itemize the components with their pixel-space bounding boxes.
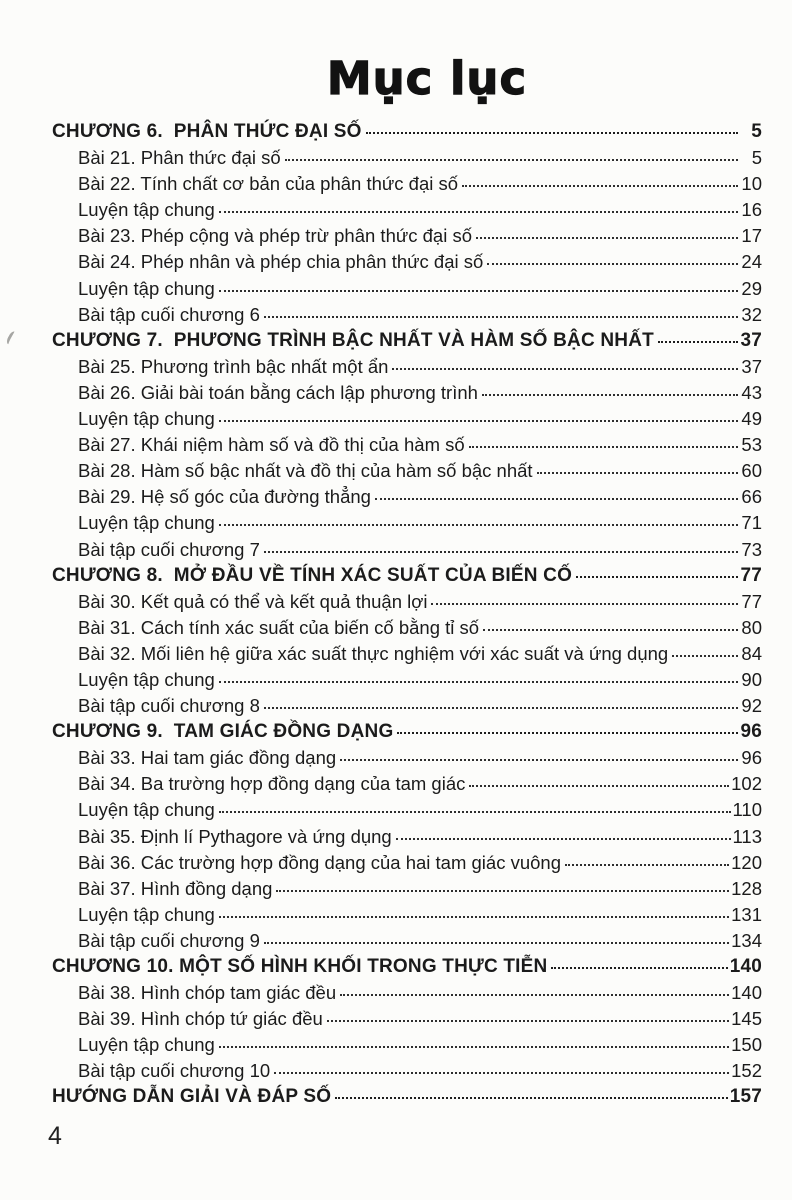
toc-entry-label: HƯỚNG DẪN GIẢI VÀ ĐÁP SỐ [52,1086,332,1108]
dotted-leader [219,524,738,526]
toc-entry-label: Luyện tập chung [78,512,215,534]
toc-entry-page: 120 [731,851,762,873]
toc-chapter-row [52,1086,762,1112]
toc-item-row [52,799,762,825]
toc-item-row [52,173,762,199]
toc-entry-label: Bài 28. Hàm số bậc nhất và đồ thị của hàm số bậc nhất [78,460,533,482]
toc-entry-page: 84 [741,642,762,664]
dotted-leader [264,707,738,709]
toc-entry-page: 77 [740,564,762,586]
toc-item-row [52,773,762,799]
toc-entry-page: 16 [741,199,762,221]
toc-entry-page: 128 [731,877,762,899]
toc-entry-page: 96 [741,747,762,769]
toc-entry-label: Bài tập cuối chương 8 [78,695,260,717]
scan-smudge-artifact [5,331,19,346]
toc-list [52,121,762,1113]
toc-item-row [52,382,762,408]
toc-entry-page: 80 [741,616,762,638]
toc-item-row [52,1008,762,1034]
toc-entry-label: CHƯƠNG 9. TAM GIÁC ĐỒNG DẠNG [52,721,394,743]
toc-entry-label: Luyện tập chung [78,668,215,690]
toc-entry-page: 90 [741,668,762,690]
dotted-leader [366,132,738,134]
dotted-leader [397,732,738,734]
toc-entry-page: 37 [741,355,762,377]
toc-entry-label: Bài 31. Cách tính xác suất của biến cố bằng tỉ số [78,616,480,638]
toc-entry-label: CHƯƠNG 7. PHƯƠNG TRÌNH BẬC NHẤT VÀ HÀM SỐ BẬC NHẤT [52,329,654,351]
dotted-leader [658,341,738,343]
toc-item-row [52,643,762,669]
toc-entry-page: 10 [741,173,762,195]
dotted-leader [340,759,738,761]
toc-entry-label: CHƯƠNG 10. MỘT SỐ HÌNH KHỐI TRONG THỰC TIỄN [52,956,548,977]
dotted-leader [335,1097,727,1099]
dotted-leader [551,967,727,969]
toc-entry-label: Bài 32. Mối liên hệ giữa xác suất thực nghiệm với xác suất và ứng dụng [78,642,669,664]
dotted-leader [276,890,729,892]
toc-entry-label: Bài tập cuối chương 6 [78,303,260,325]
toc-entry-label: Bài tập cuối chương 9 [78,929,260,951]
dotted-leader [274,1072,729,1074]
toc-entry-page: 145 [731,1008,762,1030]
dotted-leader [483,629,738,631]
toc-entry-page: 157 [729,1086,762,1108]
toc-entry-label: Bài 34. Ba trường hợp đồng dạng của tam giác [78,773,466,795]
toc-item-row [52,486,762,512]
toc-entry-label: Luyện tập chung [78,903,215,925]
toc-chapter-row [52,121,762,147]
toc-entry-label: Bài 39. Hình chóp tứ giác đều [78,1008,323,1030]
toc-entry-page: 150 [731,1034,762,1056]
toc-item-row [52,852,762,878]
page-title: Mục lục [326,52,528,105]
dotted-leader [219,211,738,213]
toc-entry-page: 5 [751,121,762,142]
dotted-leader [264,942,729,944]
toc-entry-page: 5 [751,147,762,169]
toc-item-row [52,147,762,173]
toc-entry-label: Bài 36. Các trường hợp đồng dạng của hai tam giác vuông [78,851,562,873]
toc-entry-label: Bài 35. Định lí Pythagore và ứng dụng [78,825,392,847]
toc-entry-label: Bài 30. Kết quả có thể và kết quả thuận lợi [78,590,428,612]
toc-entry-label: Bài 22. Tính chất cơ bản của phân thức đại số [78,173,459,195]
dotted-leader [431,603,738,605]
dotted-leader [672,655,738,657]
dotted-leader [576,576,738,578]
toc-entry-label: Bài 24. Phép nhân và phép chia phân thức đại số [78,251,484,273]
dotted-leader [340,994,729,996]
dotted-leader [219,420,738,422]
toc-item-row [52,225,762,251]
toc-entry-page: 32 [741,303,762,325]
dotted-leader [219,811,731,813]
dotted-leader [537,472,738,474]
toc-entry-label: Luyện tập chung [78,199,215,221]
toc-entry-label: Bài 26. Giải bài toán bằng cách lập phương trình [78,381,478,403]
toc-entry-label: Bài 29. Hệ số góc của đường thẳng [78,486,371,508]
dotted-leader [219,916,729,918]
dotted-leader [285,159,738,161]
dotted-leader [219,1046,729,1048]
toc-entry-page: 73 [741,538,762,560]
dotted-leader [219,290,738,292]
toc-entry-page: 24 [741,251,762,273]
toc-entry-label: CHƯƠNG 6. PHÂN THỨC ĐẠI SỐ [52,121,362,142]
toc-item-row [52,408,762,434]
toc-item-row [52,695,762,721]
dotted-leader [396,838,731,840]
toc-entry-page: 37 [740,329,762,351]
toc-entry-page: 66 [741,486,762,508]
dotted-leader [327,1020,729,1022]
toc-item-row [52,460,762,486]
toc-entry-label: Bài tập cuối chương 10 [78,1060,271,1082]
dotted-leader [482,394,738,396]
toc-item-row [52,669,762,695]
toc-chapter-row [52,330,762,356]
toc-entry-page: 53 [741,434,762,456]
toc-entry-page: 131 [731,903,762,925]
toc-item-row [52,1034,762,1060]
toc-item-row [52,930,762,956]
toc-entry-page: 134 [731,929,762,951]
toc-item-row [52,356,762,382]
toc-item-row [52,617,762,643]
toc-chapter-row [52,721,762,747]
toc-entry-page: 17 [741,225,762,247]
toc-entry-label: Luyện tập chung [78,277,215,299]
toc-entry-page: 43 [741,381,762,403]
dotted-leader [219,681,738,683]
toc-entry-page: 60 [741,460,762,482]
toc-item-row [52,434,762,460]
toc-item-row [52,278,762,304]
dotted-leader [375,498,738,500]
toc-entry-page: 110 [732,799,762,821]
toc-entry-page: 140 [729,956,762,977]
toc-entry-page: 71 [741,512,762,534]
toc-entry-page: 77 [741,590,762,612]
toc-entry-label: Bài 25. Phương trình bậc nhất một ẩn [78,355,389,377]
toc-entry-label: Luyện tập chung [78,408,215,430]
toc-item-row [52,904,762,930]
toc-entry-page: 152 [731,1060,762,1082]
dotted-leader [392,368,738,370]
toc-entry-page: 140 [731,982,762,1004]
toc-item-row [52,251,762,277]
toc-entry-page: 49 [741,408,762,430]
toc-entry-page: 92 [741,695,762,717]
toc-item-row [52,982,762,1008]
toc-entry-label: Luyện tập chung [78,1034,215,1056]
toc-entry-label: Bài 38. Hình chóp tam giác đều [78,982,337,1004]
toc-entry-label: Bài 33. Hai tam giác đồng dạng [78,747,337,769]
dotted-leader [469,785,729,787]
toc-entry-label: Luyện tập chung [78,799,215,821]
dotted-leader [264,316,738,318]
toc-entry-label: CHƯƠNG 8. MỞ ĐẦU VỀ TÍNH XÁC SUẤT CỦA BIẾN CỐ [52,564,573,586]
dotted-leader [476,237,738,239]
toc-item-row [52,1060,762,1086]
toc-item-row [52,539,762,565]
toc-entry-label: Bài 21. Phân thức đại số [78,147,281,169]
folio-page-number: 4 [48,1122,62,1150]
toc-item-row [52,199,762,225]
toc-entry-page: 102 [731,773,762,795]
toc-entry-label: Bài tập cuối chương 7 [78,538,260,560]
toc-entry-label: Bài 37. Hình đồng dạng [78,877,273,899]
toc-item-row [52,878,762,904]
dotted-leader [264,551,738,553]
toc-chapter-row [52,956,762,982]
toc-entry-page: 96 [740,721,762,743]
toc-item-row [52,304,762,330]
toc-entry-label: Bài 23. Phép cộng và phép trừ phân thức đại số [78,225,473,247]
toc-item-row [52,826,762,852]
dotted-leader [487,263,738,265]
dotted-leader [462,185,738,187]
toc-entry-label: Bài 27. Khái niệm hàm số và đồ thị của hàm số [78,434,465,456]
toc-entry-page: 113 [732,825,762,847]
toc-chapter-row [52,565,762,591]
toc-item-row [52,591,762,617]
dotted-leader [565,864,729,866]
dotted-leader [469,446,738,448]
toc-item-row [52,512,762,538]
toc-entry-page: 29 [741,277,762,299]
toc-item-row [52,747,762,773]
